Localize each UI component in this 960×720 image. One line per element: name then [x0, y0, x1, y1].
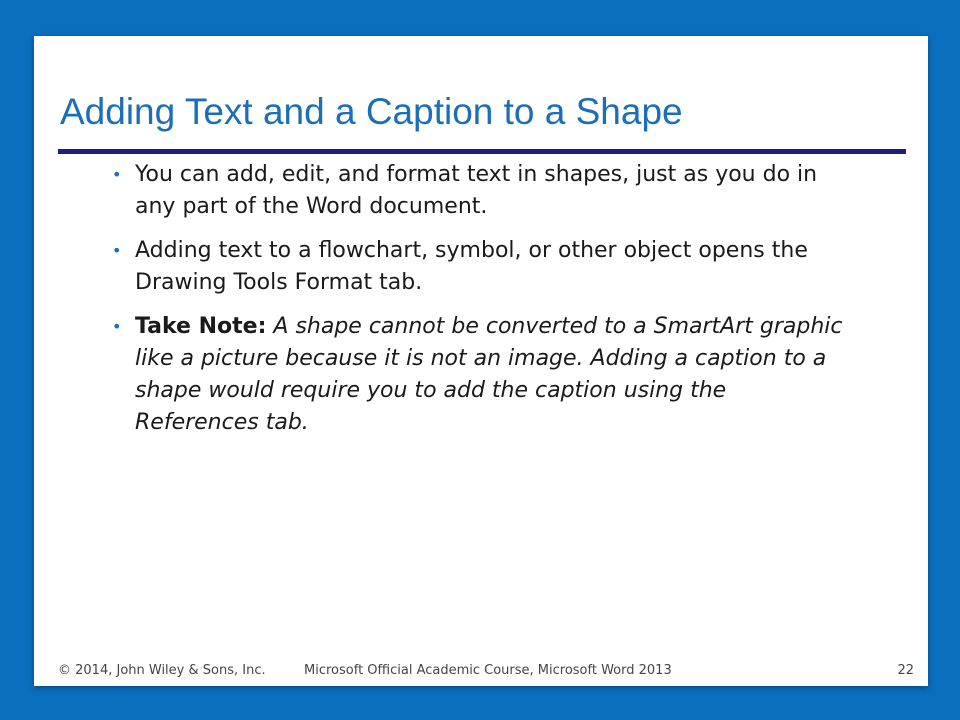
slide-title: Adding Text and a Caption to a Shape [60, 91, 683, 132]
take-note-label: Take Note: [135, 314, 267, 339]
slide [34, 36, 928, 686]
footer-page-number: 22 [897, 663, 914, 678]
take-note-text: A shape cannot be converted to a SmartArt graphic like a picture because it is not an image. Adding a caption to a shape would require you to add the caption using the References tab. [135, 314, 843, 435]
bullet-item [112, 159, 852, 223]
footer-copyright: © 2014, John Wiley & Sons, Inc. [58, 663, 266, 678]
bullet-dot-icon: • [112, 241, 122, 260]
bullet-dot-icon: • [112, 165, 122, 184]
bullet-text: Adding text to a flowchart, symbol, or other object opens the Drawing Tools Format tab. [135, 238, 808, 295]
bullet-text: You can add, edit, and format text in shapes, just as you do in any part of the Word document. [135, 162, 818, 219]
bullet-item [112, 235, 852, 299]
bullet-dot-icon: • [112, 317, 122, 336]
take-note-item [112, 311, 852, 439]
bullet-list [112, 159, 852, 451]
footer-course: Microsoft Official Academic Course, Microsoft Word 2013 [304, 663, 672, 678]
title-underline [58, 149, 906, 154]
